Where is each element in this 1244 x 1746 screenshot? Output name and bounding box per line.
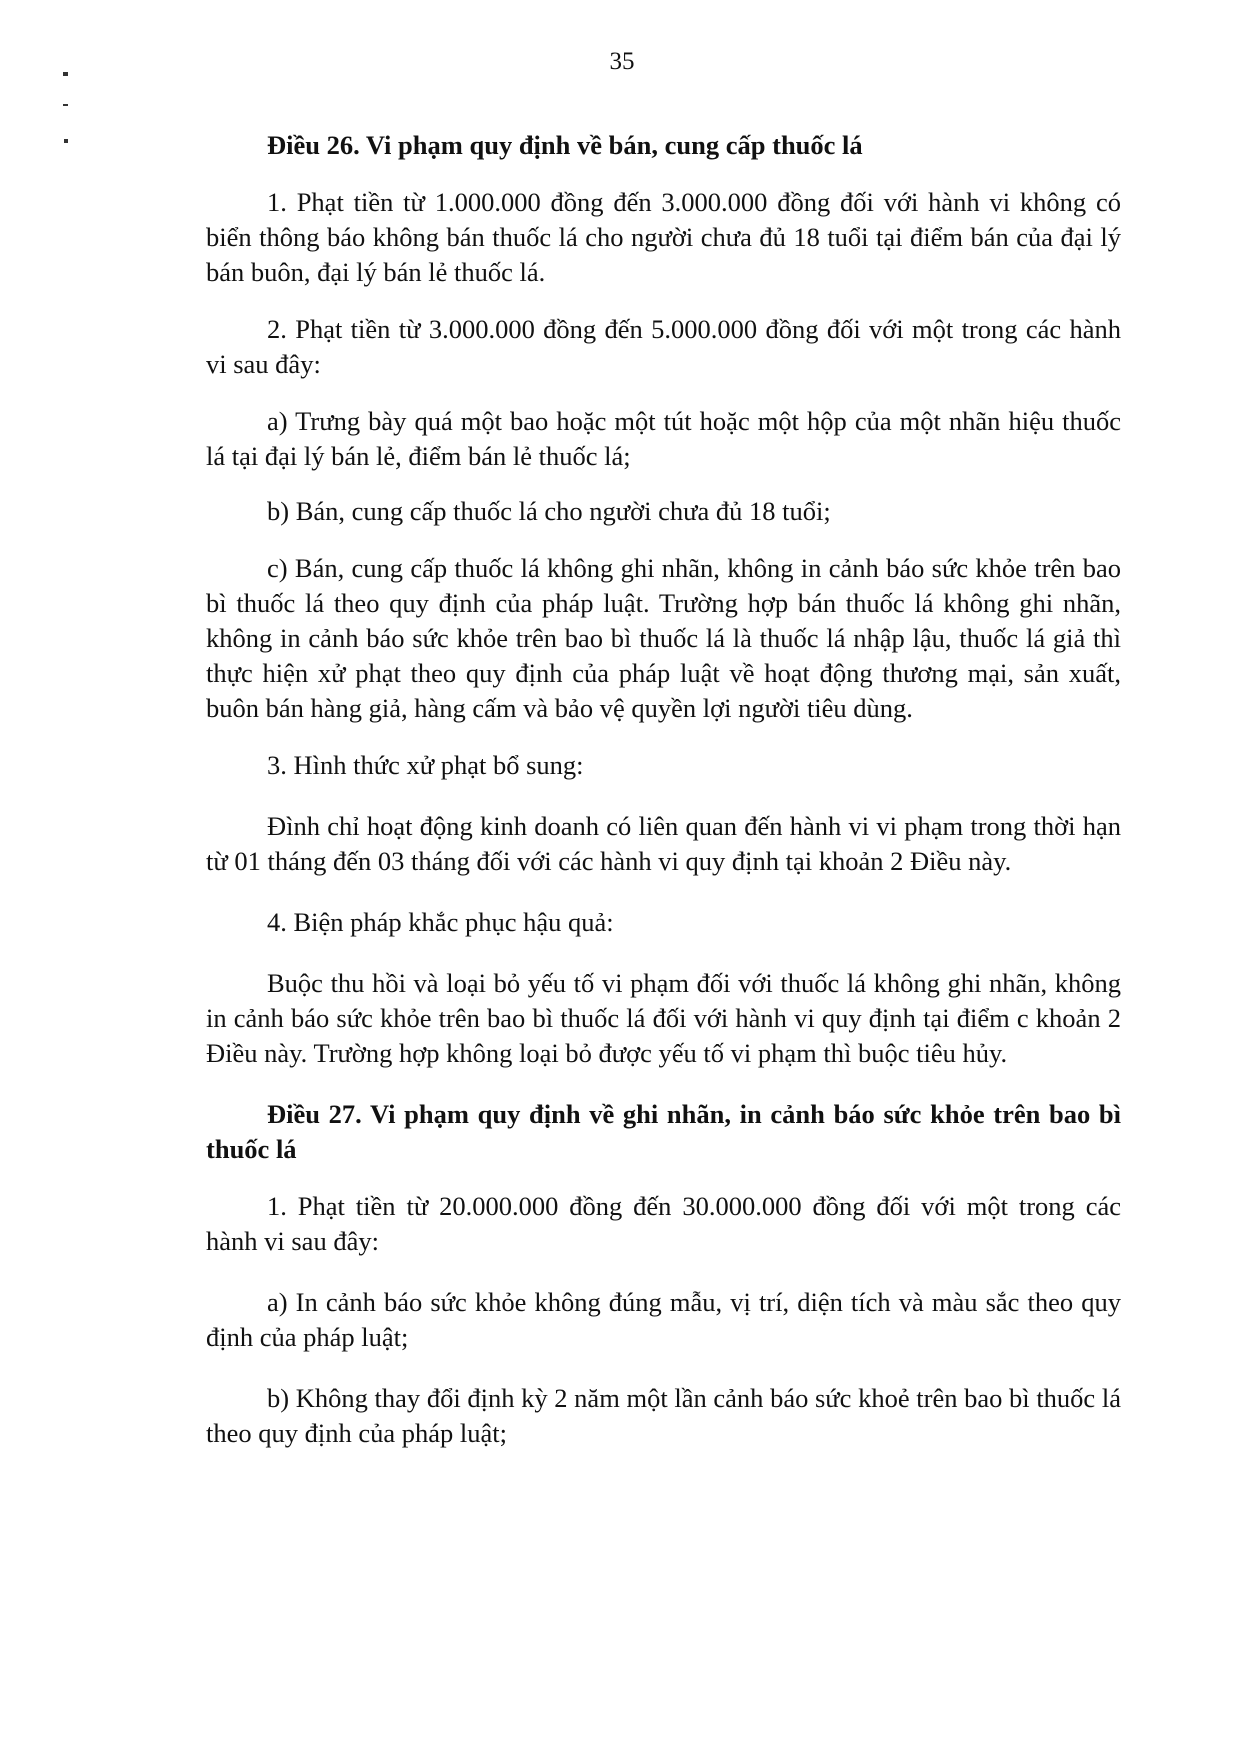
article-26-clause-4-body: Buộc thu hồi và loại bỏ yếu tố vi phạm đối với thuốc lá không ghi nhãn, không in cảnh báo sức khỏe trên bao bì thuốc lá đối với hành vi quy định tại điểm c khoản 2 Điều này. Trường hợp không loại bỏ được yếu tố vi phạm thì buộc tiêu hủy. (206, 968, 1121, 1068)
article-26-clause-3: 3. Hình thức xử phạt bổ sung: (267, 750, 584, 780)
article-26-heading: Điều 26. Vi phạm quy định về bán, cung cấp thuốc lá (267, 130, 863, 160)
article-27-clause-1b: b) Không thay đổi định kỳ 2 năm một lần cảnh báo sức khoẻ trên bao bì thuốc lá theo quy định của pháp luật; (206, 1383, 1121, 1448)
article-26-clause-2: 2. Phạt tiền từ 3.000.000 đồng đến 5.000.000 đồng đối với một trong các hành vi sau đây: (206, 314, 1121, 379)
article-26-clause-2c: c) Bán, cung cấp thuốc lá không ghi nhãn, không in cảnh báo sức khỏe trên bao bì thuốc lá theo quy định của pháp luật. Trường hợp bán thuốc lá không ghi nhãn, không in cảnh báo sức khỏe trên bao bì thuốc lá là thuốc lá nhập lậu, thuốc lá giả thì thực hiện xử phạt theo quy định của pháp luật về hoạt động thương mại, sản xuất, buôn bán hàng giả, hàng cấm và bảo vệ quyền lợi người tiêu dùng. (206, 553, 1121, 723)
article-26-clause-1: 1. Phạt tiền từ 1.000.000 đồng đến 3.000.000 đồng đối với hành vi không có biển thông báo không bán thuốc lá cho người chưa đủ 18 tuổi tại điểm bán của đại lý bán buôn, đại lý bán lẻ thuốc lá. (206, 187, 1121, 287)
article-27-clause-1a: a) In cảnh báo sức khỏe không đúng mẫu, vị trí, diện tích và màu sắc theo quy định của pháp luật; (206, 1287, 1121, 1352)
scan-mark (63, 104, 68, 106)
article-26-clause-2b: b) Bán, cung cấp thuốc lá cho người chưa đủ 18 tuổi; (267, 496, 831, 526)
article-27-clause-1: 1. Phạt tiền từ 20.000.000 đồng đến 30.000.000 đồng đối với một trong các hành vi sau đây: (206, 1191, 1121, 1256)
page-number: 35 (609, 48, 635, 75)
article-26-clause-3-body: Đình chỉ hoạt động kinh doanh có liên quan đến hành vi vi phạm trong thời hạn từ 01 tháng đến 03 tháng đối với các hành vi quy định tại khoản 2 Điều này. (206, 811, 1121, 876)
document-body (206, 128, 1121, 1451)
article-27-heading: Điều 27. Vi phạm quy định về ghi nhãn, in cảnh báo sức khỏe trên bao bì thuốc lá (206, 1099, 1121, 1164)
scan-mark (64, 139, 68, 143)
article-26-clause-4: 4. Biện pháp khắc phục hậu quả: (267, 907, 614, 937)
article-26-clause-2a: a) Trưng bày quá một bao hoặc một tút hoặc một hộp của một nhãn hiệu thuốc lá tại đại lý bán lẻ, điểm bán lẻ thuốc lá; (206, 406, 1121, 471)
